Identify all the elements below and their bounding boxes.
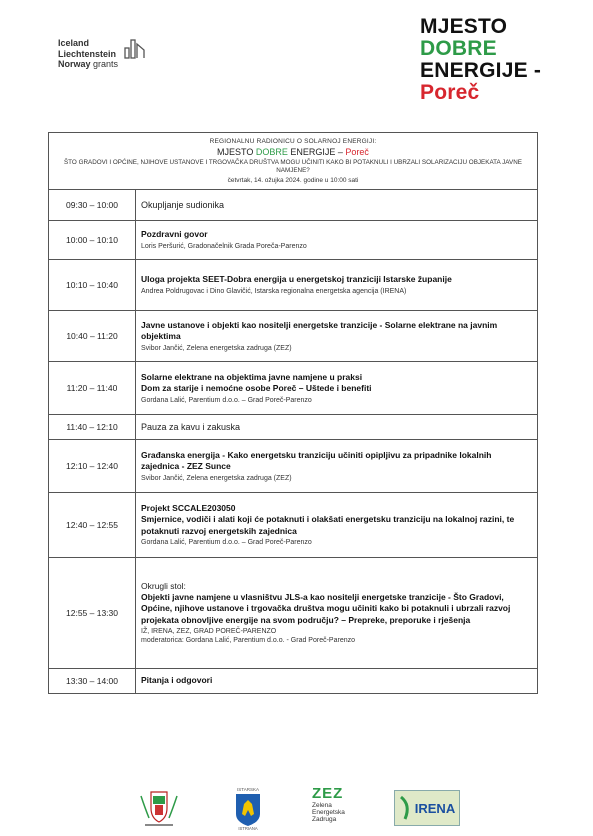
eea-grants-text (58, 38, 118, 70)
row-time: 09:30 – 10:00 (49, 190, 136, 220)
brand-line-3: ENERGIJE - (420, 59, 542, 82)
title-main-b: DOBRE (255, 147, 288, 157)
program-row (49, 362, 537, 415)
row-content (136, 362, 537, 414)
program-row (49, 190, 537, 221)
row-title-2: Dom za starije i nemoćne osobe Poreč – Uštede i benefiti (141, 383, 372, 393)
program-row (49, 311, 537, 362)
row-title: Građanska energija - Kako energetsku tranziciju učiniti opipljivu za pripadnike lokalnih zajednica - ZEZ Sunce (141, 449, 492, 471)
row-speaker: Gordana Lalić, Parentium d.o.o. – Grad Poreč-Parenzo (141, 539, 312, 547)
porec-coat-of-arms-logo (135, 788, 183, 828)
row-speaker: Svibor Jančić, Zelena energetska zadruga (ZEZ) (141, 474, 292, 482)
program-row (49, 260, 537, 311)
zez-mark: ZEZ (312, 785, 344, 802)
row-content (136, 190, 537, 220)
eea-grants-logo (58, 38, 146, 70)
irena-leaf-icon (399, 795, 413, 821)
istarska-zupanija-logo (232, 786, 264, 830)
irena-text: IRENA (414, 800, 456, 816)
zez-text: Zelena Energetska Zadruga (312, 802, 345, 823)
title-main-a: MJESTO (217, 147, 256, 157)
eea-grants-icon (124, 38, 146, 60)
istarska-bottom-text: ISTRIANA (238, 826, 258, 830)
program-question: ŠTO GRADOVI I OPĆINE, NJIHOVE USTANOVE I TRGOVAČKA DRUŠTVA MOGU UČINITI KAKO BI POTAKNULI I UBRZALI SOLARIZACIJU OBJEKATA JAVNE NAMJENE? (63, 159, 522, 174)
program-title-block (49, 133, 537, 190)
brand-line-2: DOBRE (420, 37, 497, 60)
row-content (136, 311, 537, 361)
irena-logo (394, 790, 460, 826)
row-title: Projekt SCCALE203050 (141, 502, 236, 513)
row-title: Pozdravni govor (141, 229, 208, 240)
program-row (49, 493, 537, 558)
row-content (136, 493, 537, 557)
row-time: 10:00 – 10:10 (49, 221, 136, 259)
row-content (136, 221, 537, 259)
row-speaker: Andrea Poldrugovac i Dino Glavičić, Istarska regionalna energetska agencija (IRENA) (141, 287, 407, 295)
row-time: 11:20 – 11:40 (49, 362, 136, 414)
row-time: 12:55 – 13:30 (49, 558, 136, 668)
footer-logos (0, 786, 593, 830)
row-speaker: Svibor Jančić, Zelena energetska zadruga (ZEZ) (141, 344, 292, 352)
row-title: Pitanja i odgovori (141, 675, 213, 686)
row-speaker: IŽ, IRENA, ZEZ, GRAD POREČ-PARENZO (141, 628, 277, 636)
row-title-2: Smjernice, vodiči i alati koji će potaknuti i olakšati energetsku tranziciju na lokalnoj razini, te potaknuti razvoj energetskih zajednica (141, 514, 515, 536)
row-lead: Okrugli stol: (141, 580, 186, 591)
istarska-top-text: ISTARSKA (237, 787, 259, 792)
eea-grants-suffix: grants (93, 59, 119, 69)
program-row (49, 221, 537, 260)
row-plain: Okupljanje sudionika (141, 199, 225, 210)
program-title-top: REGIONALNU RADIONICU O SOLARNOJ ENERGIJI: (209, 138, 377, 145)
row-time: 10:10 – 10:40 (49, 260, 136, 310)
brand-line-1: MJESTO (420, 15, 508, 38)
program-row (49, 415, 537, 440)
row-time: 12:40 – 12:55 (49, 493, 136, 557)
row-content (136, 669, 537, 693)
program-title-main (55, 147, 531, 157)
row-speaker: Gordana Lalić, Parentium d.o.o. – Grad Poreč-Parenzo (141, 396, 312, 404)
program-date: četvrtak, 14. ožujka 2024. godine u 10:00 sati (227, 177, 359, 184)
program-table (48, 132, 538, 694)
brand-wordmark (420, 16, 541, 104)
title-main-d: Poreč (345, 147, 369, 157)
title-main-c: ENERGIJE – (287, 147, 346, 157)
program-row (49, 440, 537, 493)
row-time: 13:30 – 14:00 (49, 669, 136, 693)
row-content (136, 440, 537, 492)
brand-line-4: Poreč (420, 81, 480, 104)
row-content (136, 558, 537, 668)
row-content (136, 260, 537, 310)
row-time: 10:40 – 11:20 (49, 311, 136, 361)
row-title: Uloga projekta SEET-Dobra energija u energetskoj tranziciji Istarske županije (141, 274, 452, 285)
row-title: Objekti javne namjene u vlasništvu JLS-a kao nositelji energetske tranzicije - Što Gradovi, Općine, njihove ustanove i trgovačka društva mogu učiniti kako bi potaknuli i ubrzali razvoj projekata obnovljive energije na svom području? – Prepreke, preporuke i rješenja (141, 591, 511, 625)
eea-line-liechtenstein: Liechtenstein (58, 48, 117, 59)
row-speaker-2: moderatorica: Gordana Lalić, Parentium d.o.o. - Grad Poreč-Parenzo (141, 637, 355, 645)
program-row (49, 558, 537, 669)
row-plain: Pauza za kavu i zakuska (141, 421, 241, 432)
program-row (49, 669, 537, 693)
row-content (136, 415, 537, 439)
eea-line-iceland: Iceland (58, 38, 90, 48)
row-time: 12:10 – 12:40 (49, 440, 136, 492)
row-speaker: Loris Peršurić, Gradonačelnik Grada Poreča-Parenzo (141, 242, 307, 250)
row-title: Solarne elektrane na objektima javne namjene u praksi (141, 371, 363, 382)
row-time: 11:40 – 12:10 (49, 415, 136, 439)
zez-logo (312, 786, 356, 823)
eea-line-norway: Norway (58, 59, 91, 69)
row-title: Javne ustanove i objekti kao nositelji energetske tranzicije - Solarne elektrane na javnim objektima (141, 319, 498, 341)
